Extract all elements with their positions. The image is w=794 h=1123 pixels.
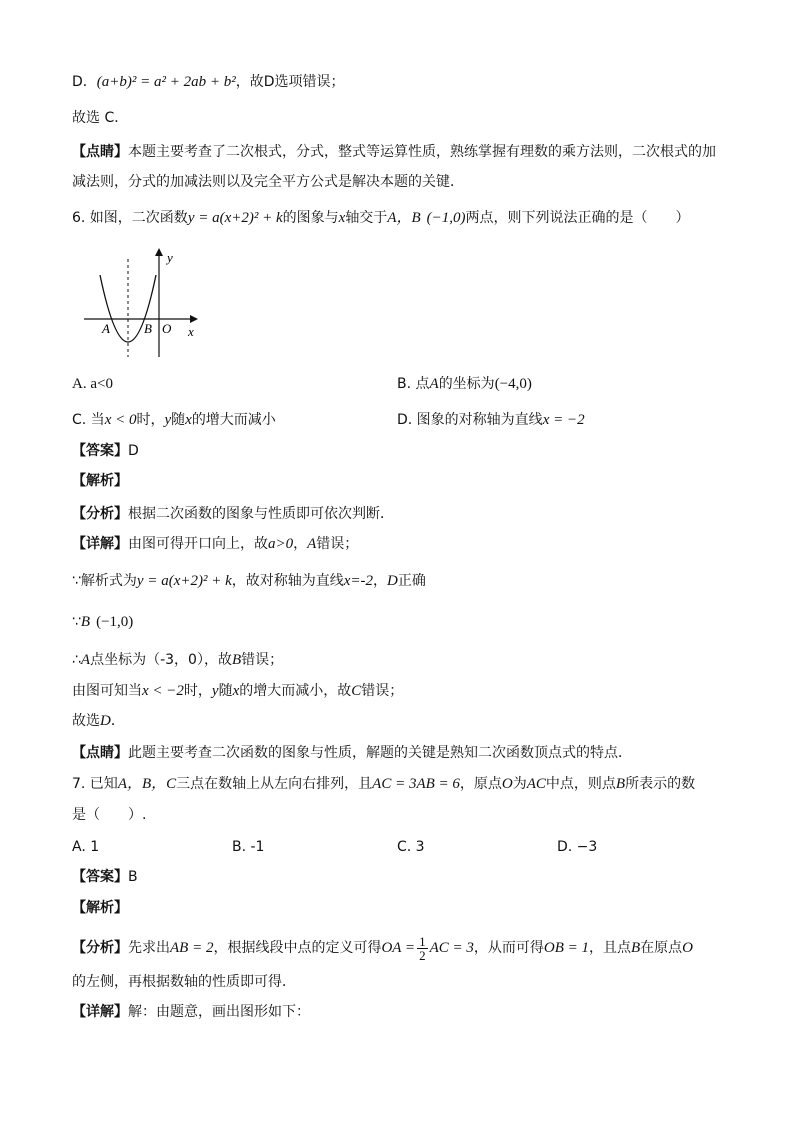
q7-stem-b: 三点在数轴上从左向右排列，且 bbox=[176, 776, 373, 792]
q6-s2-B: B bbox=[80, 614, 91, 630]
q7-stem-abc: A，B，C bbox=[117, 776, 177, 792]
q7-answer bbox=[72, 867, 138, 887]
q7-fx-b: ，根据线段中点的定义可得 bbox=[213, 940, 382, 956]
q6-stem-d: 两点，则下列说法正确的是（ ） bbox=[465, 210, 690, 226]
q6-option-b-a: B. 点 bbox=[397, 376, 430, 392]
q7-answer-value: B bbox=[128, 869, 138, 885]
line-dianjing-2: 减法则，分式的加减法则以及完全平方公式是解决本题的关键． bbox=[72, 174, 464, 190]
fraction-half bbox=[417, 935, 428, 962]
graph-label-a: A bbox=[102, 321, 110, 336]
q6-option-d bbox=[397, 410, 585, 430]
q6-step-3 bbox=[72, 650, 283, 670]
q6-s5-e: ． bbox=[110, 713, 125, 729]
tag-xiangjie: 【详解】 bbox=[72, 536, 128, 552]
q6-option-b-pt: (−4,0) bbox=[494, 376, 532, 392]
q6-s3-b: 点坐标为（-3，0），故 bbox=[90, 652, 232, 668]
q6-option-c-a: C. 当 bbox=[72, 412, 105, 428]
q7-xiangjie bbox=[72, 1002, 310, 1022]
q7-fx-ob: OB = 1 bbox=[543, 940, 589, 956]
label-d: D． bbox=[72, 74, 97, 90]
q6-option-d-a: D. 图象的对称轴为直线 bbox=[397, 412, 543, 428]
q6-s4-x: x bbox=[232, 683, 240, 699]
x-axis-arrow bbox=[190, 315, 198, 323]
q6-s4-a: 由图可知当 bbox=[72, 683, 142, 699]
dianjing-text: 本题主要考查了二次根式，分式，整式等运算性质，熟练掌握有理数的乘方法则，二次根式的加 bbox=[128, 144, 716, 160]
q6-s4-b: 时， bbox=[183, 683, 212, 699]
q6-s5: 故选 bbox=[72, 713, 100, 729]
text-rest: ，故D选项错误； bbox=[235, 74, 345, 90]
q6-option-c-cond: x < 0 bbox=[104, 412, 137, 428]
q6-s3-a: ∴ bbox=[72, 652, 81, 668]
tag-fenxi: 【分析】 bbox=[72, 506, 128, 522]
q7-option-d: D. −3 bbox=[557, 839, 598, 855]
q7-stem-B: B bbox=[615, 776, 626, 792]
q6-s1-b: ，故对称轴为直线 bbox=[231, 573, 344, 589]
q7-fx-B: B bbox=[630, 940, 641, 956]
q6-xj-c: 错误； bbox=[316, 536, 359, 552]
q7-stem-f: 所表示的数 bbox=[625, 776, 696, 792]
q6-s2-a: ∵ bbox=[72, 614, 81, 630]
q6-option-b bbox=[397, 374, 532, 394]
q6-option-c-c: 随 bbox=[171, 412, 186, 428]
q6-step-4 bbox=[72, 681, 403, 701]
graph-label-o: O bbox=[162, 321, 172, 336]
tag-dianjing-2: 【点睛】 bbox=[72, 745, 128, 761]
q6-option-d-expr: x = −2 bbox=[542, 412, 585, 428]
q6-s1-a: ∵解析式为 bbox=[72, 573, 137, 589]
q6-s1-D: D bbox=[387, 573, 398, 589]
q6-B: B bbox=[411, 210, 421, 226]
fraction-num: 1 bbox=[419, 933, 426, 949]
q6-option-b-A: A bbox=[429, 376, 439, 392]
q6-s3-A: A bbox=[80, 652, 91, 668]
q7-fx-expr1: AB = 2 bbox=[170, 940, 214, 956]
graph-label-b: B bbox=[144, 321, 152, 336]
q6-s4-C: C bbox=[351, 683, 362, 699]
q7-fx-oa: OA = bbox=[381, 940, 416, 956]
q6-option-a bbox=[72, 374, 113, 394]
q6-s4-d: 的增大而减小，故 bbox=[239, 683, 352, 699]
q7-stem-a: 7. 已知 bbox=[72, 776, 118, 792]
q7-stem-d: 为 bbox=[512, 776, 527, 792]
q7-fx-ac: AC = 3 bbox=[429, 940, 474, 956]
q6-jiexi: 【解析】 bbox=[72, 473, 128, 489]
q6-option-c-d: 的增大而减小 bbox=[191, 412, 276, 428]
q6-answer bbox=[72, 441, 139, 461]
q6-x: x bbox=[338, 210, 346, 226]
q7-stem-c: ，原点 bbox=[459, 776, 502, 792]
q7-option-c: C. 3 bbox=[397, 839, 425, 855]
q7-fx-O: O bbox=[682, 940, 693, 956]
q6-s5-D: D bbox=[100, 713, 111, 729]
q7-option-a: A. 1 bbox=[72, 839, 100, 855]
q6-s1-c: x=-2 bbox=[343, 573, 374, 589]
q6-dianjing bbox=[72, 743, 632, 763]
q6-xiangjie bbox=[72, 534, 358, 554]
q6-option-c bbox=[72, 410, 276, 430]
q6-s2-pt: (−1,0) bbox=[96, 614, 134, 630]
q6-s1-e: 正确 bbox=[397, 573, 426, 589]
q6-pt: (−1,0) bbox=[426, 210, 466, 226]
q7-stem-AC: AC bbox=[526, 776, 546, 792]
q6-s4-e: 错误； bbox=[361, 683, 404, 699]
q6-s4-c: 随 bbox=[218, 683, 233, 699]
tag-xiangjie-7: 【详解】 bbox=[72, 1004, 128, 1020]
line-dianjing-1 bbox=[72, 142, 716, 162]
q6-answer-value: D bbox=[128, 443, 139, 459]
q6-option-c-x: x bbox=[185, 412, 192, 428]
q7-stem bbox=[72, 774, 695, 794]
graph-label-x: x bbox=[188, 324, 194, 339]
q6-xj-a: 由图可得开口向上，故 bbox=[128, 536, 268, 552]
q6-expr: y = a(x+2)² + k bbox=[187, 210, 283, 226]
q6-s3-B: B bbox=[231, 652, 242, 668]
q6-s1-expr: y = a(x+2)² + k bbox=[136, 573, 232, 589]
graph-label-y: y bbox=[167, 250, 173, 265]
q6-option-c-b: 时， bbox=[136, 412, 165, 428]
q6-dianjing-text: 此题主要考查二次函数的图象与性质，解题的关键是熟知二次函数顶点式的特点． bbox=[128, 745, 632, 761]
q6-stem-a: 6. 如图，二次函数 bbox=[72, 210, 188, 226]
q7-fenxi bbox=[72, 933, 693, 963]
y-axis-arrow bbox=[155, 248, 163, 256]
tag-dianjing: 【点睛】 bbox=[72, 144, 128, 160]
q6-fenxi bbox=[72, 504, 394, 524]
q6-s3-c: 错误； bbox=[241, 652, 284, 668]
q6-step-2 bbox=[72, 612, 133, 632]
q6-A: A， bbox=[387, 210, 412, 226]
q7-stem-2: 是（ ）. bbox=[72, 807, 147, 823]
q6-xj-A: A bbox=[307, 536, 317, 552]
q6-s4-cond: x < −2 bbox=[142, 683, 184, 699]
q7-fenxi-2: 的左侧，再根据数轴的性质即可得． bbox=[72, 974, 296, 990]
expr-square: (a+b)² = a² + 2ab + b² bbox=[96, 74, 236, 90]
fraction-den: 2 bbox=[419, 947, 426, 963]
q6-option-a-text: A. a<0 bbox=[72, 376, 113, 392]
q6-stem-c: 轴交于 bbox=[345, 210, 388, 226]
line-choose-c: 故选 C． bbox=[72, 110, 129, 126]
q6-stem-b: 的图象与 bbox=[282, 210, 339, 226]
q6-xj-b: ， bbox=[293, 536, 308, 552]
q6-xj-expr: a>0 bbox=[268, 536, 294, 552]
q6-step-1 bbox=[72, 571, 426, 591]
tag-answer-7: 【答案】 bbox=[72, 869, 128, 885]
q7-xiangjie-text: 解：由题意，画出图形如下： bbox=[128, 1004, 310, 1020]
q7-stem-O: O bbox=[501, 776, 513, 792]
parabola-graph bbox=[80, 245, 210, 360]
q6-stem bbox=[72, 208, 690, 228]
q6-fenxi-text: 根据二次函数的图象与性质即可依次判断． bbox=[128, 506, 394, 522]
tag-answer: 【答案】 bbox=[72, 443, 128, 459]
q6-step-5 bbox=[72, 711, 125, 731]
q7-fx-c: ，从而可得 bbox=[473, 940, 544, 956]
q7-fx-d: ，且点 bbox=[588, 940, 631, 956]
q6-option-c-y: y bbox=[164, 412, 172, 428]
q7-stem-e: 中点，则点 bbox=[545, 776, 616, 792]
q6-s1-d: ， bbox=[373, 573, 388, 589]
tag-fenxi-7: 【分析】 bbox=[72, 940, 128, 956]
q7-fx-a: 先求出 bbox=[128, 940, 170, 956]
q7-stem-expr: AC = 3AB = 6 bbox=[372, 776, 460, 792]
line-option-d bbox=[72, 72, 345, 92]
q7-option-b: B. -1 bbox=[232, 839, 265, 855]
q6-s4-y: y bbox=[211, 683, 219, 699]
q6-option-b-b: 的坐标为 bbox=[438, 376, 495, 392]
q7-jiexi: 【解析】 bbox=[72, 900, 128, 916]
q7-fx-e: 在原点 bbox=[640, 940, 683, 956]
